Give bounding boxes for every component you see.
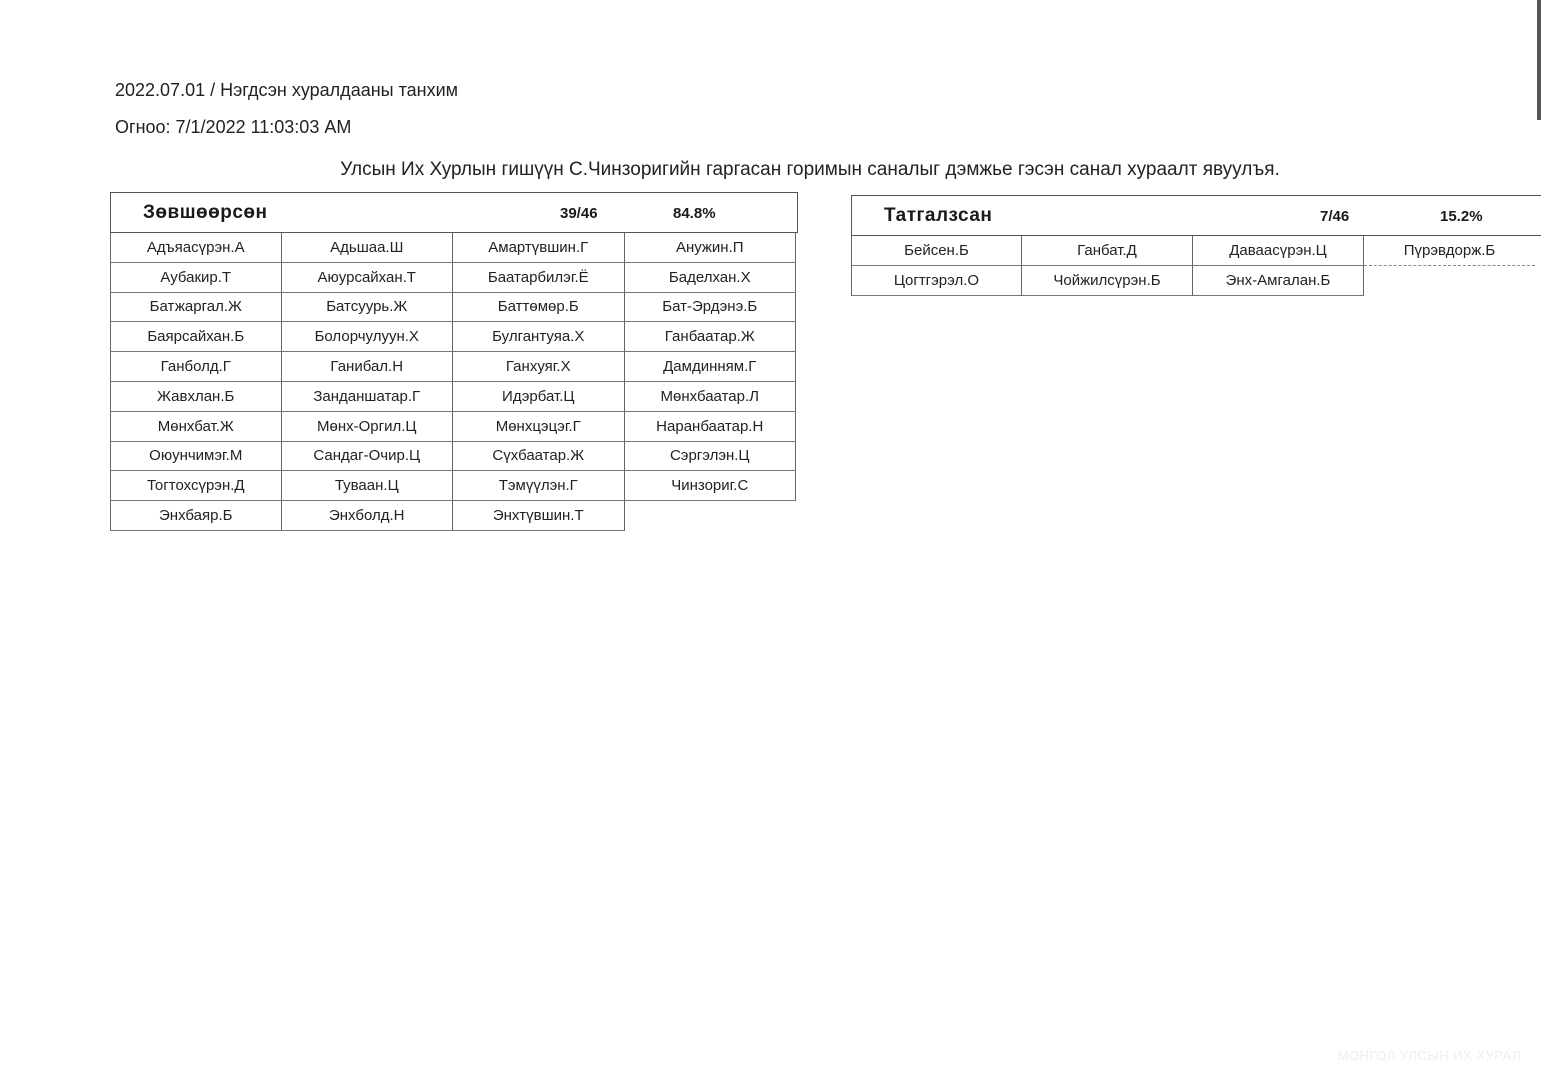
member-name-cell: Ганхуяг.Х [453, 352, 625, 382]
member-name-cell: Батсуурь.Ж [282, 293, 454, 323]
rejected-header [851, 195, 1541, 236]
motion-title: Улсын Их Хурлын гишүүн С.Чинзоригийн гаргасан горимын саналыг дэмжье гэсэн санал хураалт явуулъя. [340, 159, 1280, 180]
member-name-cell: Тэмүүлэн.Г [453, 471, 625, 501]
approved-block [110, 192, 798, 531]
approved-percent: 84.8% [673, 205, 716, 222]
member-name-cell: Болорчулуун.Х [282, 322, 454, 352]
member-name-cell: Сэргэлэн.Ц [625, 442, 797, 472]
vote-date: Огноо: 7/1/2022 11:03:03 AM [115, 117, 352, 137]
member-name-cell: Ганбат.Д [1022, 236, 1193, 266]
approved-count: 39/46 [560, 205, 598, 222]
member-name-cell: Сүхбаатар.Ж [453, 442, 625, 472]
member-name-cell: Ганболд.Г [110, 352, 282, 382]
member-name-cell: Аубакир.Т [110, 263, 282, 293]
member-name-cell: Баттөмөр.Б [453, 293, 625, 323]
member-name-cell: Идэрбат.Ц [453, 382, 625, 412]
parliament-watermark: МОНГОЛ УЛСЫН ИХ ХУРАЛ [1337, 1048, 1521, 1063]
member-name-cell: Энх-Амгалан.Б [1193, 266, 1364, 296]
member-name-cell: Бейсен.Б [851, 236, 1022, 266]
member-name-cell: Аюурсайхан.Т [282, 263, 454, 293]
member-name-cell: Баделхан.Х [625, 263, 797, 293]
scan-edge-mark [1537, 0, 1541, 120]
member-name-cell: Цогтгэрэл.О [851, 266, 1022, 296]
member-name-cell: Даваасүрэн.Ц [1193, 236, 1364, 266]
member-name-cell: Чойжилсүрэн.Б [1022, 266, 1193, 296]
member-name-cell: Дамдинням.Г [625, 352, 797, 382]
rejected-count: 7/46 [1320, 208, 1350, 225]
rejected-label: Татгалзсан [884, 205, 993, 226]
member-name-cell: Мөнх-Оргил.Ц [282, 412, 454, 442]
member-name-cell: Пүрэвдорж.Б [1364, 236, 1535, 266]
member-name-cell: Мөнхбат.Ж [110, 412, 282, 442]
member-name-cell: Баатарбилэг.Ё [453, 263, 625, 293]
member-name-cell: Баярсайхан.Б [110, 322, 282, 352]
member-name-cell: Сандаг-Очир.Ц [282, 442, 454, 472]
member-name-cell: Булгантуяа.Х [453, 322, 625, 352]
member-name-cell: Энхтүвшин.Т [453, 501, 625, 531]
rejected-percent: 15.2% [1440, 208, 1483, 225]
member-name-cell: Адьшаа.Ш [282, 233, 454, 263]
member-name-cell: Жавхлан.Б [110, 382, 282, 412]
member-name-cell: Мөнхцэцэг.Г [453, 412, 625, 442]
approved-label: Зөвшөөрсөн [143, 202, 268, 223]
member-name-cell: Чинзориг.С [625, 471, 797, 501]
rejected-names-table [851, 236, 1541, 296]
member-name-cell: Занданшатар.Г [282, 382, 454, 412]
empty-cell [1364, 266, 1535, 296]
member-name-cell: Мөнхбаатар.Л [625, 382, 797, 412]
member-name-cell: Ганибал.Н [282, 352, 454, 382]
member-name-cell: Батжаргал.Ж [110, 293, 282, 323]
member-name-cell: Бат-Эрдэнэ.Б [625, 293, 797, 323]
approved-header [110, 192, 798, 233]
rejected-block [851, 195, 1541, 296]
member-name-cell: Тогтохсүрэн.Д [110, 471, 282, 501]
session-heading: 2022.07.01 / Нэгдсэн хуралдааны танхим [115, 80, 459, 100]
member-name-cell: Ганбаатар.Ж [625, 322, 797, 352]
member-name-cell: Оюунчимэг.М [110, 442, 282, 472]
member-name-cell: Энхбаяр.Б [110, 501, 282, 531]
member-name-cell: Адъяасүрэн.А [110, 233, 282, 263]
member-name-cell: Туваан.Ц [282, 471, 454, 501]
member-name-cell: Наранбаатар.Н [625, 412, 797, 442]
empty-cell [625, 501, 797, 531]
member-name-cell: Энхболд.Н [282, 501, 454, 531]
member-name-cell: Амартүвшин.Г [453, 233, 625, 263]
approved-names-table [110, 233, 798, 531]
member-name-cell: Анужин.П [625, 233, 797, 263]
